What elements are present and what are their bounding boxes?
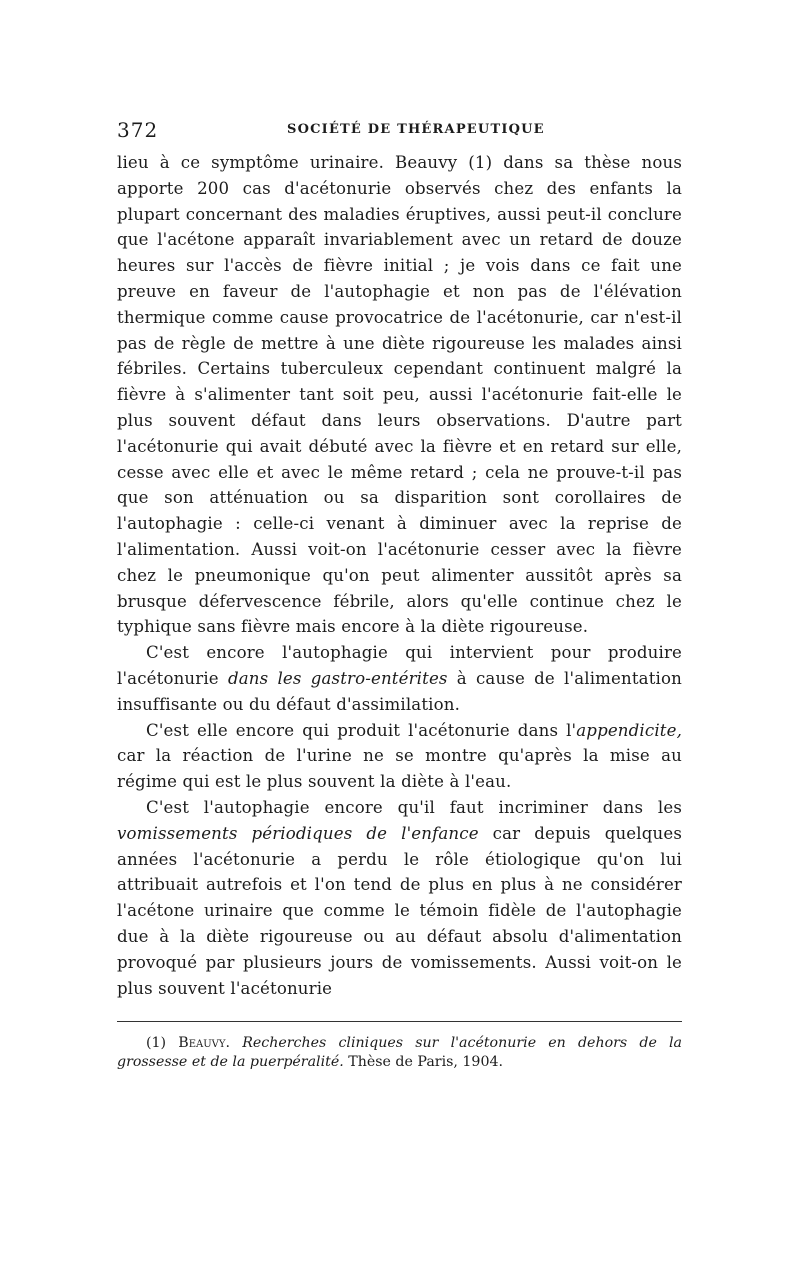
italic-term: vomissements périodiques de l'enfance bbox=[117, 823, 479, 843]
footnote-author: Beauvy. bbox=[178, 1035, 231, 1052]
footnote bbox=[117, 1034, 682, 1072]
footnote-marker: (1) bbox=[146, 1035, 167, 1052]
paragraph-3: C'est elle encore qui produit l'acétonurie dans l'appendicite, car la réaction de l'urine ne se montre qu'après la mise au régime qui est le plus souvent la diète à l'eau. bbox=[117, 720, 682, 792]
footnote-title: Recherches cliniques sur l'acétonurie en dehors de la grossesse et de la puerpéralité. bbox=[117, 1035, 683, 1071]
paragraph-4: C'est l'autophagie encore qu'il faut incriminer dans les vomissements périodiques de l'enfance car depuis quelques années l'acétonurie a perdu le rôle étiologique qu'on lui attribuait autrefois et l'on tend de plus en plus à ne considérer l'acétone urinaire que comme le témoin fidèle de l'autophagie due à la diète rigoureuse ou au défaut absolu d'alimentation provoqué par plusieurs jours de vomissements. Aussi voit-on le plus souvent l'acétonurie bbox=[117, 797, 682, 998]
footnote-publication: Thèse de Paris, 1904. bbox=[348, 1054, 504, 1071]
book-page bbox=[117, 118, 682, 1072]
italic-term: appendicite, bbox=[576, 720, 682, 740]
running-title: SOCIÉTÉ DE THÉRAPEUTIQUE bbox=[287, 122, 545, 137]
paragraph-2: C'est encore l'autophagie qui intervient pour produire l'acétonurie dans les gastro-entérites à cause de l'alimentation insuffisante ou du défaut d'assimilation. bbox=[117, 643, 682, 714]
page-header bbox=[117, 118, 682, 148]
italic-term: dans les gastro-entérites bbox=[227, 668, 448, 688]
body-text bbox=[117, 150, 682, 1001]
footnote-divider bbox=[117, 1021, 682, 1022]
paragraph-1: lieu à ce symptôme urinaire. Beauvy (1) dans sa thèse nous apporte 200 cas d'acétonurie observés chez des enfants la plupart concernant des maladies éruptives, aussi peut-il conclure que l'acétone apparaît invariablement avec un retard de douze heures sur l'accès de fièvre initial ; je vois dans ce fait une preuve en faveur de l'autophagie et non pas de l'élévation thermique comme cause provocatrice de l'acétonurie, car n'est-il pas de règle de mettre à une diète rigoureuse les malades ainsi fébriles. Certains tuberculeux cependant continuent malgré la fièvre à s'alimenter tant soit peu, aussi l'acétonurie fait-elle le plus souvent défaut dans leurs observations. D'autre part l'acétonurie qui avait débuté avec la fièvre et en retard sur elle, cesse avec elle et avec le même retard ; cela ne prouve-t-il pas que son atténuation ou sa disparition sont corollaires de l'autophagie : celle-ci venant à diminuer avec la reprise de l'alimentation. Aussi voit-on l'acétonurie cesser avec la fièvre chez le pneumonique qu'on peut alimenter aussitôt après sa brusque défervescence fébrile, alors qu'elle continue chez le typhique sans fièvre mais encore à la diète rigoureuse. bbox=[117, 153, 682, 637]
page-number: 372 bbox=[117, 118, 159, 142]
